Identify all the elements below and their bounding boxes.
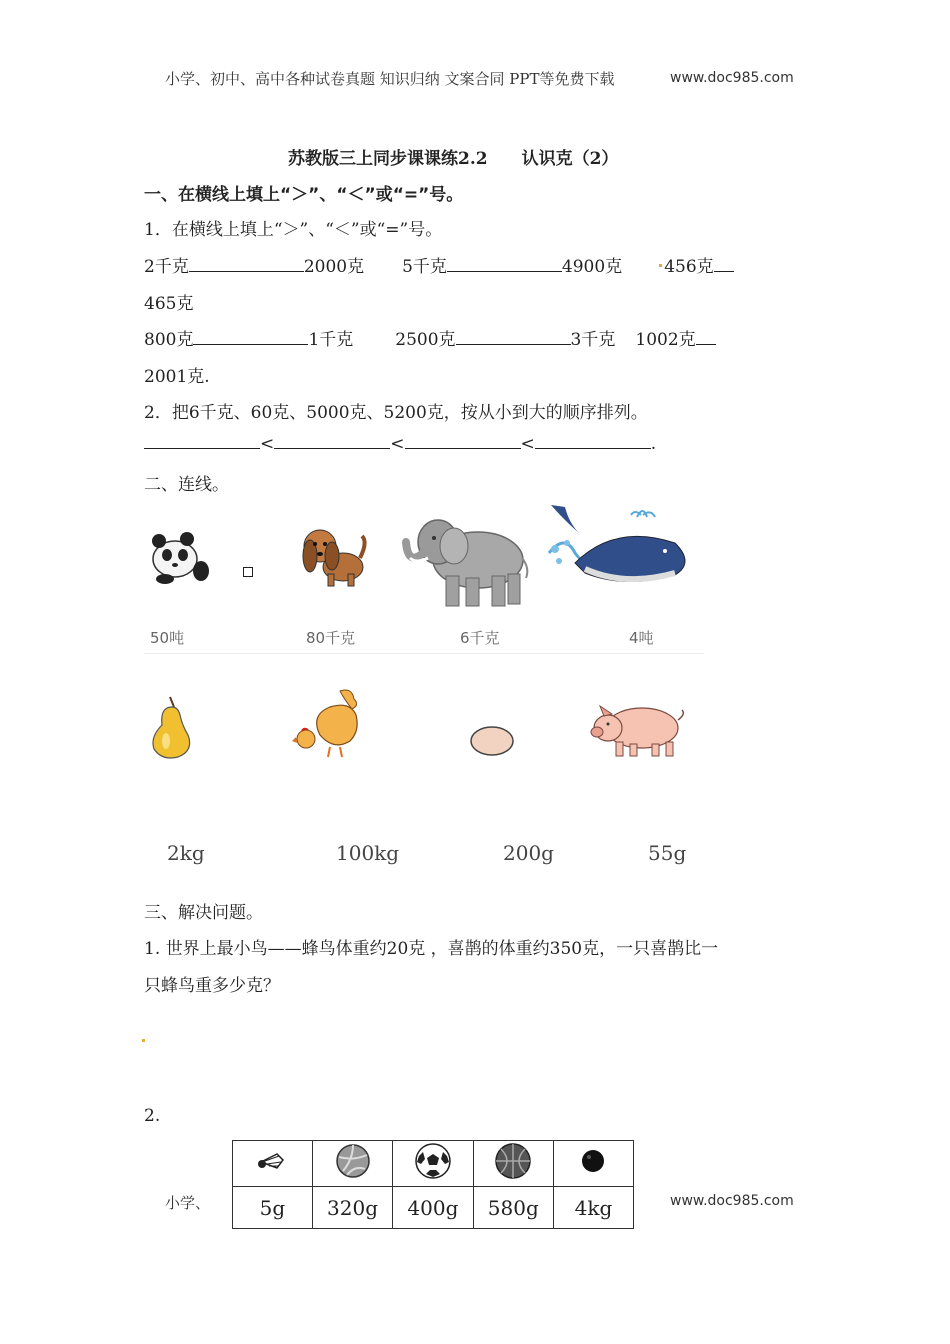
basketball-icon: [494, 1142, 532, 1180]
compare-row-2: [144, 325, 716, 350]
answer-blank[interactable]: [447, 257, 562, 272]
ball-weight-table: [232, 1140, 634, 1229]
page-title: 苏教版三上同步课课练2.2 认识克（2）: [288, 149, 619, 169]
elephant-icon: [398, 512, 533, 610]
table-cell: [233, 1141, 313, 1187]
footer-site: www.doc985.com: [670, 1193, 794, 1209]
compare-row-1: [144, 252, 734, 277]
less-than-sign: <: [260, 434, 275, 454]
soccer-ball-icon: [414, 1142, 452, 1180]
section1-q2-label: 2．把6千克、60克、5000克、5200克，按从小到大的顺序排列。: [144, 403, 648, 423]
row1-item-b: 2000克: [303, 257, 365, 277]
divider: [144, 653, 704, 654]
chicken-icon: [290, 685, 370, 761]
item-weight-label: 200g: [503, 841, 554, 865]
table-row-icons: [233, 1141, 634, 1187]
period: .: [650, 434, 657, 454]
less-than-sign: <: [520, 434, 535, 454]
row2-item-b: 1千克: [308, 330, 354, 350]
row2-item-c: 2500克: [395, 330, 456, 350]
dog-icon: [298, 522, 368, 590]
table-cell: [473, 1141, 553, 1187]
section1-q1-label: 1．在横线上填上“＞”、“＜”或“=”号。: [144, 220, 443, 240]
animal-weight-label: 4吨: [629, 629, 654, 647]
egg-icon: [468, 724, 516, 758]
answer-blank[interactable]: [456, 330, 571, 345]
order-blank-2[interactable]: [274, 434, 390, 449]
row2-item-e: 1002克: [635, 330, 696, 350]
order-blank-3[interactable]: [405, 434, 521, 449]
row1-item-d: 4900克: [561, 257, 623, 277]
whale-icon: [545, 503, 695, 591]
row2-item-a: 800克: [144, 330, 194, 350]
weight-cell: 580g: [473, 1187, 553, 1229]
mark-dot: [142, 1039, 145, 1042]
row1-item-a: 2千克: [144, 257, 189, 277]
answer-blank[interactable]: [714, 257, 734, 272]
animal-weight-label: 50吨: [150, 629, 185, 647]
order-blank-1[interactable]: [144, 434, 260, 449]
panda-icon: [145, 527, 215, 585]
weight-cell: 4kg: [553, 1187, 633, 1229]
footer-left-text: 小学、: [165, 1194, 211, 1212]
less-than-sign: <: [390, 434, 405, 454]
mark-dot: [659, 264, 662, 267]
weight-cell: 400g: [393, 1187, 473, 1229]
answer-blank[interactable]: [696, 330, 716, 345]
weight-cell: 320g: [312, 1187, 392, 1229]
table-cell: [312, 1141, 392, 1187]
section3-q1-line2: 只蜂鸟重多少克？: [144, 976, 280, 996]
checkbox-square: [243, 567, 253, 577]
header-left-text: 小学、初中、高中各种试卷真题 知识归纳 文案合同 PPT等免费下载: [165, 70, 615, 88]
animal-weight-label: 6千克: [460, 629, 500, 647]
table-cell: [553, 1141, 633, 1187]
shuttlecock-icon: [257, 1150, 287, 1172]
table-cell: [393, 1141, 473, 1187]
order-blank-4[interactable]: [535, 434, 651, 449]
section1-heading: 一、在横线上填上“＞”、“＜”或“=”号。: [144, 185, 464, 205]
animal-weight-label: 80千克: [306, 629, 356, 647]
section2-heading: 二、连线。: [144, 475, 229, 495]
row1-wrap: 465克: [144, 294, 194, 314]
row1-item-c: 5千克: [402, 257, 447, 277]
row2-item-d: 3千克: [570, 330, 616, 350]
volleyball-icon: [335, 1143, 371, 1179]
shot-put-icon: [580, 1148, 606, 1174]
section3-heading: 三、解决问题。: [144, 903, 263, 923]
answer-blank[interactable]: [189, 257, 304, 272]
item-weight-label: 55g: [648, 841, 687, 865]
weight-cell: 5g: [233, 1187, 313, 1229]
pig-icon: [588, 698, 688, 760]
row1-item-e: 456克: [664, 257, 714, 277]
answer-blank[interactable]: [193, 330, 308, 345]
section3-q1-line1: 1. 世界上最小鸟——蜂鸟体重约20克 ，喜鹊的体重约350克，一只喜鹊比一: [144, 939, 719, 959]
ordering-row: [144, 434, 656, 454]
table-row-weights: [233, 1187, 634, 1229]
pear-icon: [148, 693, 196, 761]
section3-q2-label: 2.: [144, 1106, 161, 1126]
item-weight-label: 100kg: [336, 841, 400, 865]
row2-wrap: 2001克.: [144, 367, 210, 387]
item-weight-label: 2kg: [167, 841, 205, 865]
header-site: www.doc985.com: [670, 70, 794, 86]
